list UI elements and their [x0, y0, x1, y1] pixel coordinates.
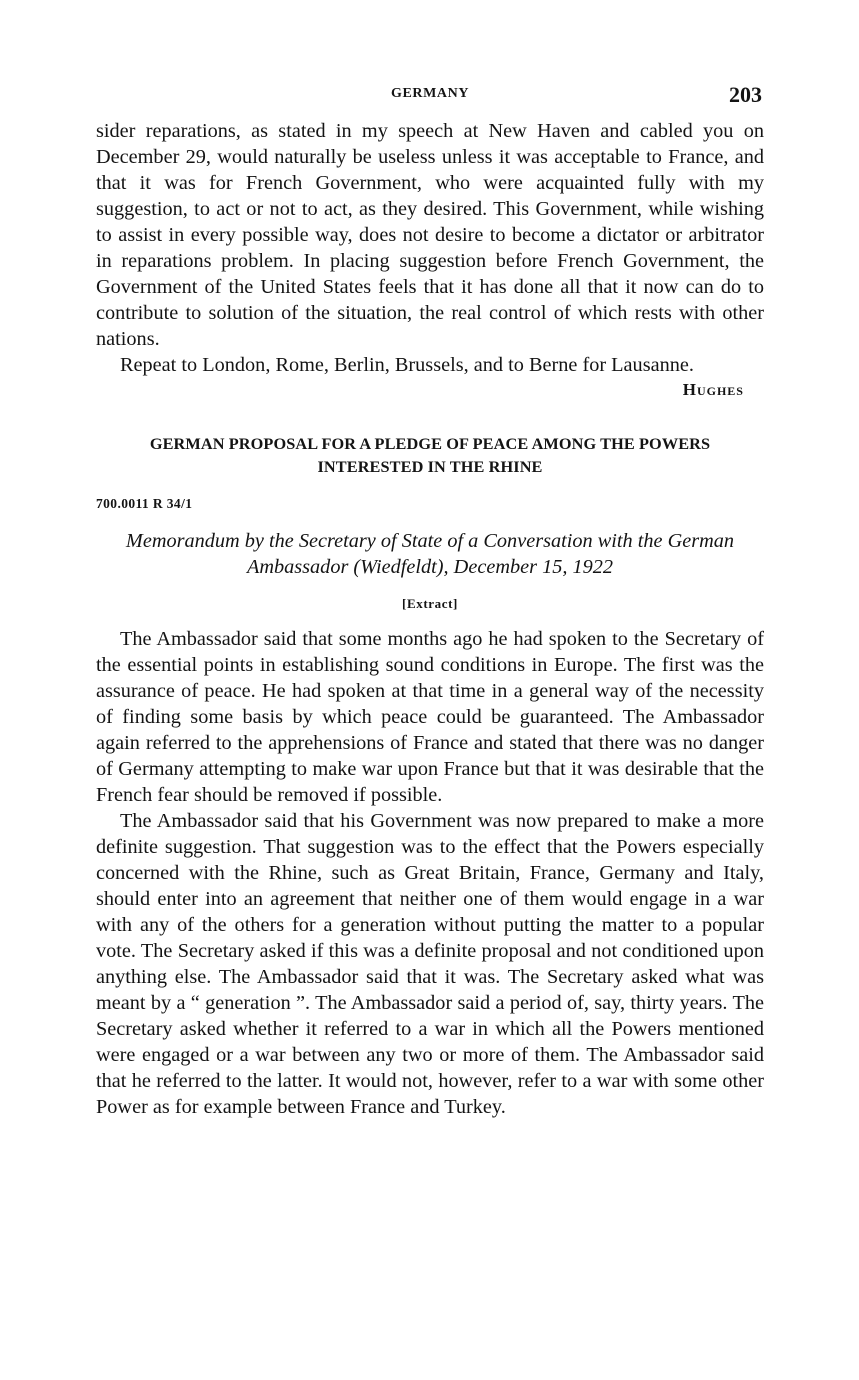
page-header	[96, 84, 764, 118]
running-head: GERMANY	[390, 86, 470, 101]
document-title: Memorandum by the Secretary of State of a Conversation with the German Ambassador (Wiedfeldt), December 15, 1922	[125, 530, 735, 578]
paragraph-2: The Ambassador said that his Government was now prepared to make a more definite suggestion. That suggestion was to the effect that the Powers especially concerned with the Rhine, such as Great Britain, France, Germany and Italy, should enter into an agreement that neither one of them would engage in a war with any of the others for a generation without putting the matter to a popular vote. The Secretary asked if this was a definite proposal and not conditioned upon anything else. The Ambassador said that it was. The Secretary asked what was meant by a “ generation ”. The Ambassador said a period of, say, thirty years. The Secretary asked whether it referred to a war in which all the Powers mentioned were engaged or a war between any two or more of them. The Ambassador said that he referred to the latter. It would not, however, refer to a war with some other Power as for example between France and Turkey.	[96, 810, 764, 1118]
paragraph-1: The Ambassador said that some months ago he had spoken to the Secretary of the essential points in establishing sound conditions in Europe. The first was the assurance of peace. He had spoken at that time in a general way of the necessity of finding some basis by which peace could be guaranteed. The Ambassador again referred to the apprehensions of France and stated that there was no danger of Germany attempting to make war upon France but that it was desirable that the French fear should be removed if possible.	[96, 628, 764, 806]
document-page	[96, 84, 764, 1120]
file-number: 700.0011 R 34/1	[96, 496, 193, 511]
extract-label: [Extract]	[402, 596, 458, 611]
signature: Hughes	[682, 380, 744, 399]
repeat-paragraph: Repeat to London, Rome, Berlin, Brussels, and to Berne for Lausanne.	[120, 354, 694, 376]
page-number: 203	[729, 82, 762, 107]
section-title: GERMAN PROPOSAL FOR A PLEDGE OF PEACE AMONG THE POWERS INTERESTED IN THE RHINE	[149, 434, 711, 476]
continuation-paragraph: sider reparations, as stated in my speech at New Haven and cabled you on December 29, would naturally be useless unless it was acceptable to France, and that it was for French Government, who were acquainted fully with my suggestion, to act or not to act, as they desired. This Government, while wishing to assist in every possible way, does not desire to become a dictator or arbitrator in reparations problem. In placing suggestion before French Government, the Government of the United States feels that it has done all that it now can do to contribute to solution of the situation, the real control of which rests with other nations.	[96, 120, 764, 350]
